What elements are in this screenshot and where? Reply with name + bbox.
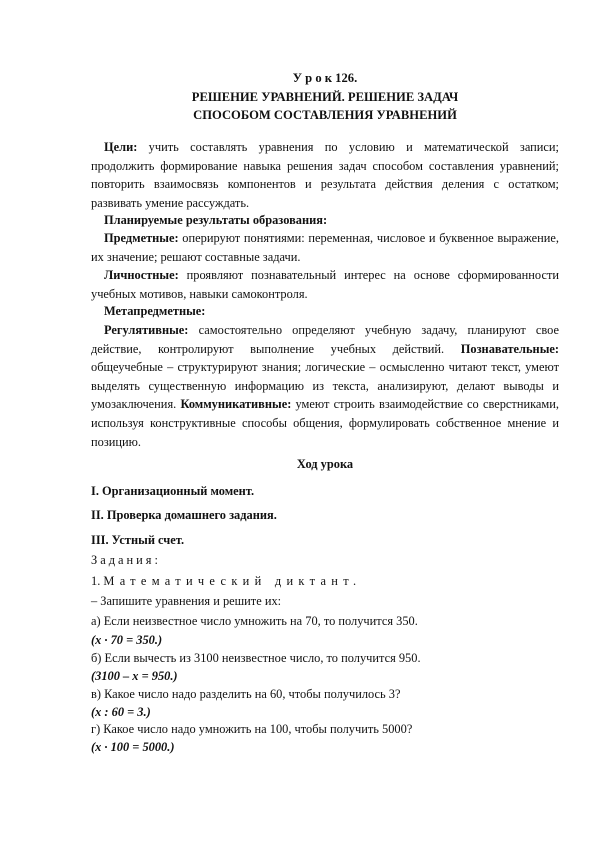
task-d-question: г) Какое число надо умножить на 100, чтобы получить 5000? bbox=[91, 722, 413, 736]
goals-text: учить составлять уравнения по условию и математической записи; продолжить формирование навыка решения задач способом составления уравнений; повторить взаимосвязь компонентов и результата действия деления с остатком; развивать умение рассуждать. bbox=[91, 140, 559, 210]
communicative-label: Коммуникативные: bbox=[180, 397, 292, 412]
subject-results-paragraph bbox=[91, 229, 559, 266]
subject-text: оперируют понятиями: переменная, числовое и буквенное выражение, их значение; решают составные задачи. bbox=[91, 231, 559, 264]
planned-results-heading: Планируемые результаты образования: bbox=[104, 213, 328, 227]
dictation-instruction: – Запишите уравнения и решите их: bbox=[91, 594, 282, 608]
section-org-moment: I. Организационный момент. bbox=[91, 484, 255, 498]
task-c-question: в) Какое число надо разделить на 60, чтобы получилось 3? bbox=[91, 687, 401, 701]
task-a-question: а) Если неизвестное число умножить на 70, то получится 350. bbox=[91, 614, 418, 628]
personal-results-paragraph bbox=[91, 266, 559, 303]
cognitive-label: Познавательные: bbox=[460, 341, 559, 356]
dictation-heading: 1. Математический диктант. bbox=[91, 574, 362, 588]
task-b-question: б) Если вычесть из 3100 неизвестное число, то получится 950. bbox=[91, 651, 421, 665]
course-heading: Ход урока bbox=[296, 457, 354, 471]
personal-text: проявляют познавательный интерес на основе сформированности учебных мотивов, навыки самоконтроля. bbox=[91, 268, 559, 301]
lesson-title-line1: РЕШЕНИЕ УРАВНЕНИЙ. РЕШЕНИЕ ЗАДАЧ bbox=[191, 90, 459, 104]
personal-label: Личностные: bbox=[104, 268, 179, 282]
tasks-label: Задания: bbox=[91, 553, 161, 567]
section-oral-count: III. Устный счет. bbox=[91, 533, 185, 547]
subject-label: Предметные: bbox=[104, 231, 179, 245]
goals-label: Цели: bbox=[104, 140, 138, 154]
regulatory-paragraph: Регулятивные: самостоятельно определяют учебную задачу, планируют свое действие, контролируют выполнение учебных действий. Познавательные: общеучебные – структурируют знания; логические – осмысленно читают текст, умеют выделять существенную информацию из текста, анализируют, делают выводы и умозаключения. Коммуникативные: умеют строить взаимодействие со сверстниками, используя конструктивные способы общения, формулировать собственное мнение и позицию. bbox=[91, 323, 559, 449]
task-d-answer: (x · 100 = 5000.) bbox=[91, 740, 175, 754]
dictation-label: Математический диктант. bbox=[103, 574, 362, 588]
lesson-title-line2: СПОСОБОМ СОСТАВЛЕНИЯ УРАВНЕНИЙ bbox=[193, 108, 457, 122]
regulatory-label: Регулятивные: bbox=[104, 323, 189, 337]
lesson-number: У р о к 126. bbox=[292, 71, 358, 85]
task-b-answer: (3100 – x = 950.) bbox=[91, 669, 178, 683]
task-c-answer: (x : 60 = 3.) bbox=[91, 705, 151, 719]
task-a-answer: (x · 70 = 350.) bbox=[91, 633, 163, 647]
goals-paragraph bbox=[91, 138, 559, 212]
meta-results-heading: Метапредметные: bbox=[104, 304, 206, 318]
section-homework-check: II. Проверка домашнего задания. bbox=[91, 508, 277, 522]
